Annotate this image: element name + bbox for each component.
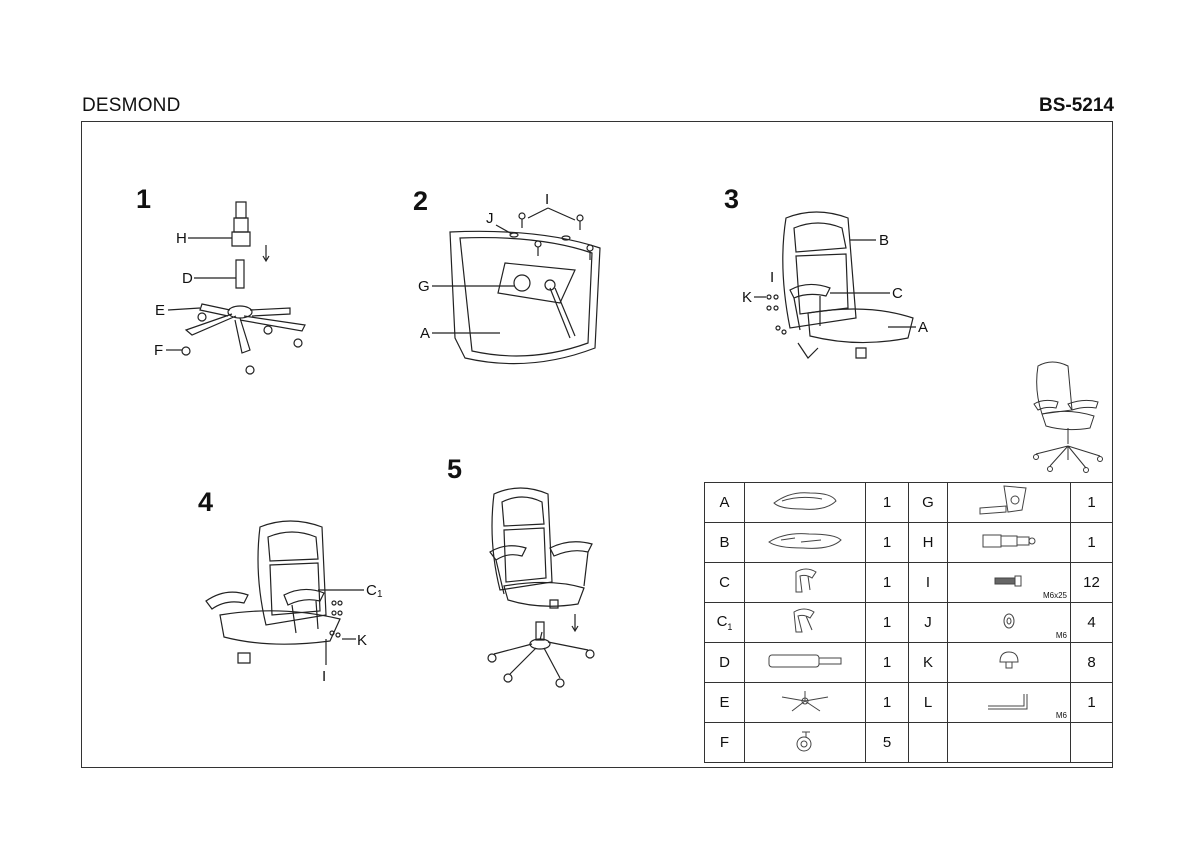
part-illustration — [745, 523, 866, 563]
label-c-sub: 1 — [377, 589, 383, 600]
step-1-number: 1 — [136, 184, 152, 214]
part-illustration — [745, 643, 866, 683]
part-size: M6 — [1055, 631, 1067, 640]
label-i: I — [322, 668, 327, 685]
part-letter: L — [909, 683, 948, 723]
mechanism-icon — [974, 484, 1044, 518]
gas-lift-cover-icon — [979, 531, 1039, 551]
bolt-icon — [991, 574, 1027, 588]
armrest-icon — [790, 606, 820, 636]
part-size: M6 — [1055, 711, 1067, 720]
part-letter: G — [909, 483, 948, 523]
part-letter — [909, 723, 948, 763]
part-qty — [1071, 723, 1113, 763]
part-qty: 1 — [866, 563, 909, 603]
base-icon — [778, 689, 832, 713]
gas-lift-cover-top — [236, 202, 246, 218]
chair-seat — [220, 611, 340, 644]
label-b: B — [879, 232, 890, 249]
part-qty: 1 — [866, 523, 909, 563]
chair-backrest — [492, 488, 552, 590]
part-letter: F — [705, 723, 745, 763]
part-letter: B — [705, 523, 745, 563]
part-letter: D — [705, 643, 745, 683]
part-illustration — [745, 483, 866, 523]
part-letter: I — [909, 563, 948, 603]
washer-icon — [1001, 612, 1017, 630]
part-qty: 1 — [866, 603, 909, 643]
table-row — [705, 563, 1113, 603]
chair-backrest — [258, 521, 326, 625]
label-i: I — [770, 269, 775, 286]
part-letter: K — [909, 643, 948, 683]
table-row — [705, 483, 1113, 523]
part-letter: H — [909, 523, 948, 563]
table-row — [705, 643, 1113, 683]
table-row — [705, 603, 1113, 643]
step-3-number: 3 — [724, 184, 740, 214]
part-illustration — [948, 723, 1071, 763]
label-k: K — [742, 289, 753, 306]
caster-icon — [792, 728, 818, 754]
product-name: DESMOND — [82, 95, 181, 116]
part-qty: 1 — [866, 643, 909, 683]
label-d: D — [182, 270, 193, 287]
part-illustration — [948, 483, 1071, 523]
gas-cylinder — [236, 260, 244, 288]
part-letter-sub: 1 — [727, 622, 733, 632]
armrest-icon — [790, 566, 820, 596]
part-letter: A — [705, 483, 745, 523]
part-letter: E — [705, 683, 745, 723]
part-size: M6x25 — [1042, 591, 1067, 600]
table-row — [705, 723, 1113, 763]
part-illustration — [745, 563, 866, 603]
part-illustration — [745, 683, 866, 723]
label-a: A — [918, 319, 929, 336]
finished-chair-illustration — [1028, 360, 1108, 472]
table-row — [705, 523, 1113, 563]
step-2-number: 2 — [413, 186, 429, 216]
part-qty: 8 — [1071, 643, 1113, 683]
part-qty: 1 — [866, 483, 909, 523]
part-illustration — [948, 603, 1071, 643]
step-5-illustration — [480, 482, 610, 697]
allen-key-icon — [984, 691, 1034, 711]
model-code: BS-5214 — [1039, 95, 1114, 116]
table-row — [705, 683, 1113, 723]
label-g: G — [418, 278, 430, 295]
part-qty: 5 — [866, 723, 909, 763]
part-qty: 1 — [866, 683, 909, 723]
part-illustration — [948, 563, 1071, 603]
label-j: J — [486, 210, 494, 227]
step-4-number: 4 — [198, 487, 214, 517]
part-letter: C — [705, 563, 745, 603]
label-c: C — [366, 582, 377, 599]
part-letter: J — [909, 603, 948, 643]
part-qty: 12 — [1071, 563, 1113, 603]
label-a: A — [420, 325, 431, 342]
seat-icon — [770, 489, 840, 513]
label-f: F — [154, 342, 164, 359]
step-2-illustration — [410, 188, 620, 373]
part-illustration — [745, 603, 866, 643]
gas-cylinder-icon — [765, 652, 845, 670]
label-h: H — [176, 230, 187, 247]
part-illustration — [745, 723, 866, 763]
parts-table — [704, 482, 1113, 763]
step-5-number: 5 — [447, 454, 463, 484]
step-1-illustration — [140, 190, 320, 390]
part-qty: 1 — [1071, 523, 1113, 563]
cap-icon — [997, 650, 1021, 672]
label-c: C — [892, 285, 903, 302]
part-letter: $C_1$ — [705, 603, 745, 643]
part-qty: 1 — [1071, 683, 1113, 723]
label-k: K — [357, 632, 368, 649]
label-e: E — [155, 302, 166, 319]
chair-seat — [504, 582, 584, 606]
mechanism-plate — [498, 263, 575, 338]
part-qty: 4 — [1071, 603, 1113, 643]
label-i: I — [545, 191, 550, 208]
part-qty: 1 — [1071, 483, 1113, 523]
part-illustration — [948, 523, 1071, 563]
gas-lift-cover-mid — [234, 218, 248, 232]
gas-lift-cover-bottom — [232, 232, 250, 246]
star-base — [182, 304, 305, 374]
step-4-illustration — [200, 515, 400, 685]
chair-seat — [808, 309, 913, 343]
backrest-icon — [765, 530, 845, 552]
step-3-illustration — [738, 208, 938, 363]
gas-lift — [536, 622, 544, 640]
part-illustration — [948, 683, 1071, 723]
part-illustration — [948, 643, 1071, 683]
